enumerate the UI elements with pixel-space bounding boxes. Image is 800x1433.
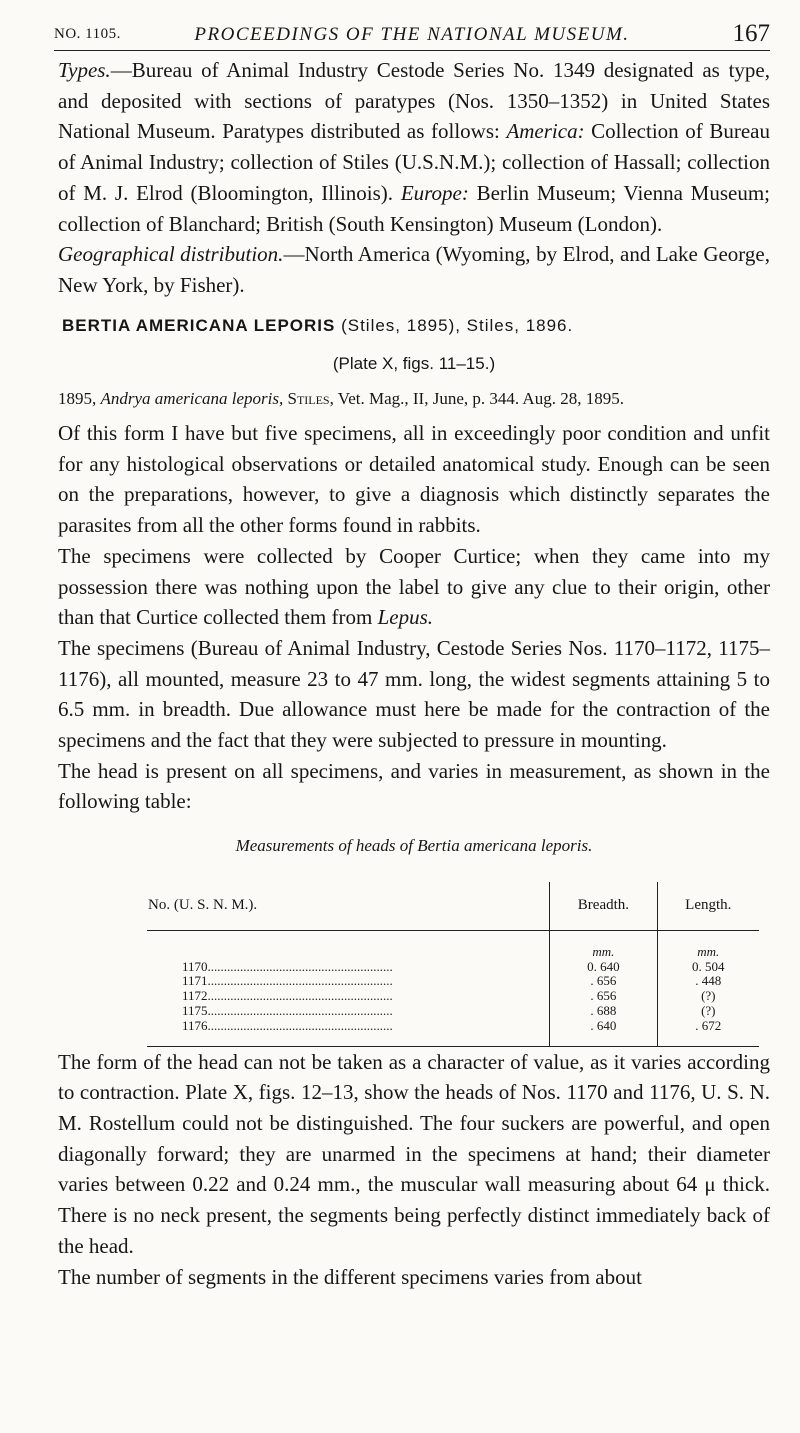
citation-rest: Vet. Mag., II, June, p. 344. Aug. 28, 1895. (333, 389, 624, 409)
table-header-row (147, 882, 759, 931)
header-no: No. (U. S. N. M.). (147, 882, 550, 931)
page-number: 167 (732, 20, 770, 47)
table-caption: Measurements of heads of Bertia americana leporis. (235, 836, 593, 856)
geo-text: —North America (Wyoming, by Elrod, and Lake George, New York, by Fisher). (58, 242, 770, 297)
length-unit: mm. (697, 943, 720, 959)
plate-reference: (Plate X, figs. 11–15.) (332, 354, 496, 374)
citation-name: Andrya americana leporis, (100, 389, 284, 409)
species-authority: (Stiles, 1895), Stiles, 1896. (341, 315, 574, 335)
citation (58, 386, 770, 412)
breadth-value: . 640 (590, 1017, 617, 1033)
paragraph-5: The form of the head can not be taken as a character of value, as it varies according to contraction. Plate X, figs. 12–13, show the heads of Nos. 1170 and 1176, U. S. N. M. Rostellum could not be distinguished. The four suckers are powerful, and open diagonally forward; they are unarmed in the specimens at hand; their diameter varies between 0.22 and 0.24 mm., the muscular wall measuring about 64 μ thick. There is no neck present, the segments being perfectly distinct immediately back of the head. (58, 1049, 770, 1258)
breadth-value: . 656 (590, 988, 617, 1004)
length-value: 0. 504 (692, 958, 725, 974)
length-value: (?) (701, 988, 716, 1004)
row-no: 1171 (182, 973, 208, 989)
species-name: BERTIA AMERICANA LEPORIS (62, 315, 336, 335)
citation-author: Stiles, (283, 389, 334, 409)
row-no: 1172 (182, 988, 208, 1004)
paragraph-1: Of this form I have but five specimens, all in exceedingly poor condition and unfit for any histological observations or detailed anatomical study. Enough can be seen on the preparations, however, to give a diagnosis which distinctly separates the parasites from all the other forms found in rabbits. (58, 421, 770, 538)
paragraph-4: The head is present on all specimens, and varies in measurement, as shown in the following table: (58, 758, 770, 814)
length-value: (?) (701, 1003, 716, 1019)
paragraph-2 (58, 541, 770, 633)
row-no: 1175 (182, 1003, 208, 1019)
length-value: . 672 (695, 1017, 722, 1033)
length-value: . 448 (695, 973, 722, 989)
measurements-table (147, 882, 759, 1047)
breadth-value: . 656 (590, 973, 617, 989)
species-heading (58, 311, 770, 342)
europe-text: Berlin Museum; Vienna Museum; collection of Blanchard; British (South Kensington) Museum (London). (58, 180, 771, 236)
paragraph-2-text: The specimens were collected by Cooper Curtice; when they came into my possession there was nothing upon the label to give any clue to their origin, other than that Curtice collected them from (58, 543, 770, 630)
america-text: Collection of Bureau of Animal Industry; collection of Stiles (U.S.N.M.); collection of Hassall; collection of M. J. Elrod (Bloomington, Illinois). (58, 119, 770, 205)
paragraph-3: The specimens (Bureau of Animal Industry, Cestode Series Nos. 1170–1172, 1175–1176), all mounted, measure 23 to 47 mm. long, the widest segments attaining 5 to 6.5 mm. in breadth. Due allowance must here be made for the contraction of the specimens and the fact that they were subjected to pressure in mounting. (58, 635, 770, 753)
types-label: Types. (58, 58, 111, 82)
europe-label: Europe: (400, 180, 469, 205)
journal-number: NO. 1105. (54, 26, 121, 42)
types-text: —Bureau of Animal Industry Cestode Series No. 1349 designated as type, and deposited with sections of paratypes (Nos. 1350–1352) in United States National Museum. Paratypes distributed as follows: (58, 58, 770, 144)
breadth-value: . 688 (590, 1003, 617, 1019)
breadth-unit: mm. (592, 943, 615, 959)
paragraph-6: The number of segments in the different specimens varies from about (58, 1264, 642, 1289)
geo-label: Geographical distribution. (58, 242, 284, 267)
article-body (58, 55, 770, 1292)
header-breadth: Breadth. (550, 882, 657, 931)
america-label: America: (506, 119, 585, 144)
table-row: 1170......................................................... 1171......................................................... 1172......................................................... 1175......................................................... 1176......................................................... mm. 0. 640 . 656 . 656 . 688 . 640 mm. 0. 504 . 448 (?) (?) . 672 (147, 930, 759, 1046)
breadth-value: 0. 640 (587, 958, 620, 974)
running-head (54, 20, 770, 51)
geo-paragraph (58, 239, 770, 300)
citation-year: 1895, (58, 389, 101, 409)
types-paragraph (58, 55, 770, 239)
journal-title: PROCEEDINGS OF THE NATIONAL MUSEUM. (194, 24, 630, 45)
row-no: 1176 (182, 1017, 208, 1033)
genus-name: Lepus. (377, 605, 433, 630)
header-length: Length. (657, 882, 759, 931)
row-no: 1170 (182, 958, 208, 974)
